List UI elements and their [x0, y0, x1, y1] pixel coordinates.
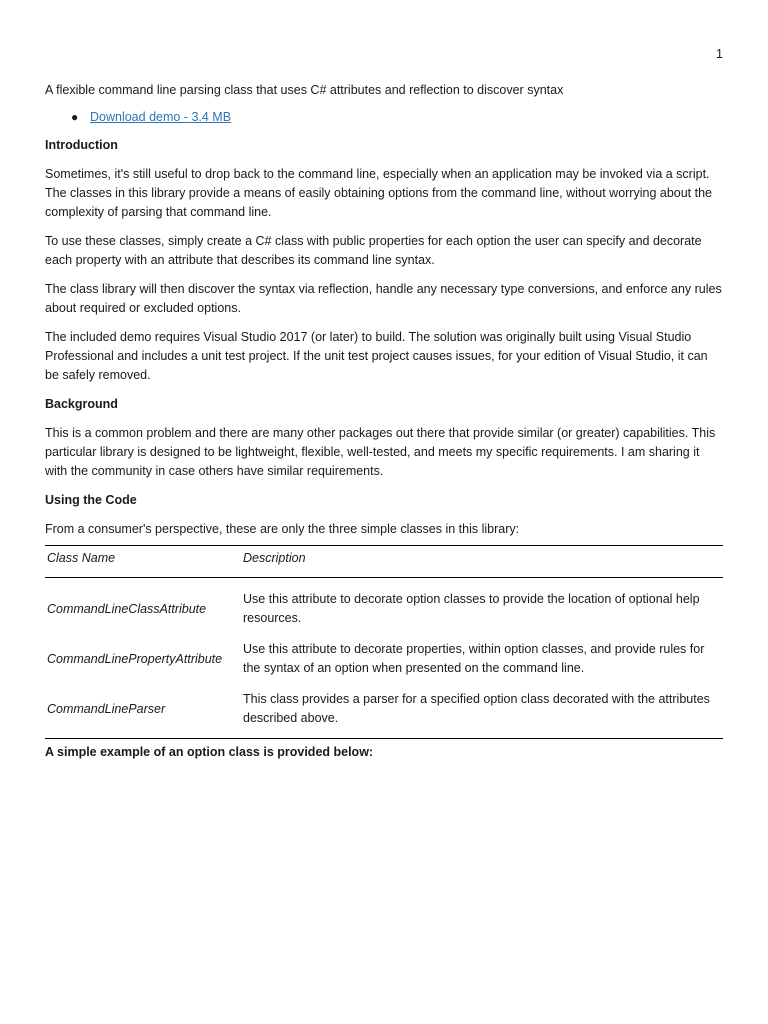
column-header-class-name: Class Name	[45, 546, 241, 578]
introduction-paragraph: To use these classes, simply create a C# class with public properties for each option the user can specify and decorate each property with an attribute that describes its command line syntax.	[45, 234, 702, 267]
document-body	[45, 81, 723, 772]
background-heading: Background	[45, 397, 118, 411]
introduction-paragraph: Sometimes, it's still useful to drop back to the command line, especially when an application may be invoked via a script. The classes in this library provide a means of easily obtaining options from the command line, without worrying about the complexity of parsing that command line.	[45, 167, 713, 219]
using-the-code-heading: Using the Code	[45, 493, 137, 507]
download-list	[45, 108, 723, 127]
download-demo-link[interactable]: Download demo - 3.4 MB	[90, 110, 232, 124]
description-cell: This class provides a parser for a specified option class decorated with the attributes described above.	[241, 684, 723, 739]
introduction-paragraph: The class library will then discover the syntax via reflection, handle any necessary type conversions, and enforce any rules about required or excluded options.	[45, 282, 722, 315]
table-row	[45, 684, 723, 739]
class-name-cell: CommandLineParser	[45, 684, 241, 739]
classes-table	[45, 545, 723, 739]
description-cell: Use this attribute to decorate properties, within option classes, and provide rules for the syntax of an option when presented on the command line.	[243, 642, 705, 675]
background-paragraph: This is a common problem and there are many other packages out there that provide similar (or greater) capabilities. This particular library is designed to be lightweight, flexible, well-tested, and meets my specific requirements. I am sharing it with the community in case others have similar requirements.	[45, 426, 716, 478]
column-header-description: Description	[241, 546, 723, 578]
list-item	[71, 108, 723, 127]
table-header-row	[45, 546, 723, 578]
table-row	[45, 634, 723, 684]
using-the-code-intro: From a consumer's perspective, these are only the three simple classes in this library:	[45, 522, 520, 536]
introduction-paragraph: The included demo requires Visual Studio 2017 (or later) to build. The solution was originally built using Visual Studio Professional and includes a unit test project. If the unit test project causes issues, for your edition of Visual Studio, it can be safely removed.	[45, 330, 708, 382]
article-subtitle: A flexible command line parsing class that uses C# attributes and reflection to discover syntax	[45, 83, 564, 97]
option-class-example-caption: A simple example of an option class is provided below:	[45, 745, 374, 759]
description-cell: Use this attribute to decorate option classes to provide the location of optional help resources.	[243, 592, 700, 625]
class-name-cell: CommandLinePropertyAttribute	[47, 651, 223, 666]
introduction-heading: Introduction	[45, 138, 118, 152]
class-name-cell: CommandLineClassAttribute	[47, 601, 207, 616]
bullet-icon: ●	[71, 110, 79, 124]
page-number: 1	[716, 47, 723, 61]
table-row	[45, 578, 723, 635]
